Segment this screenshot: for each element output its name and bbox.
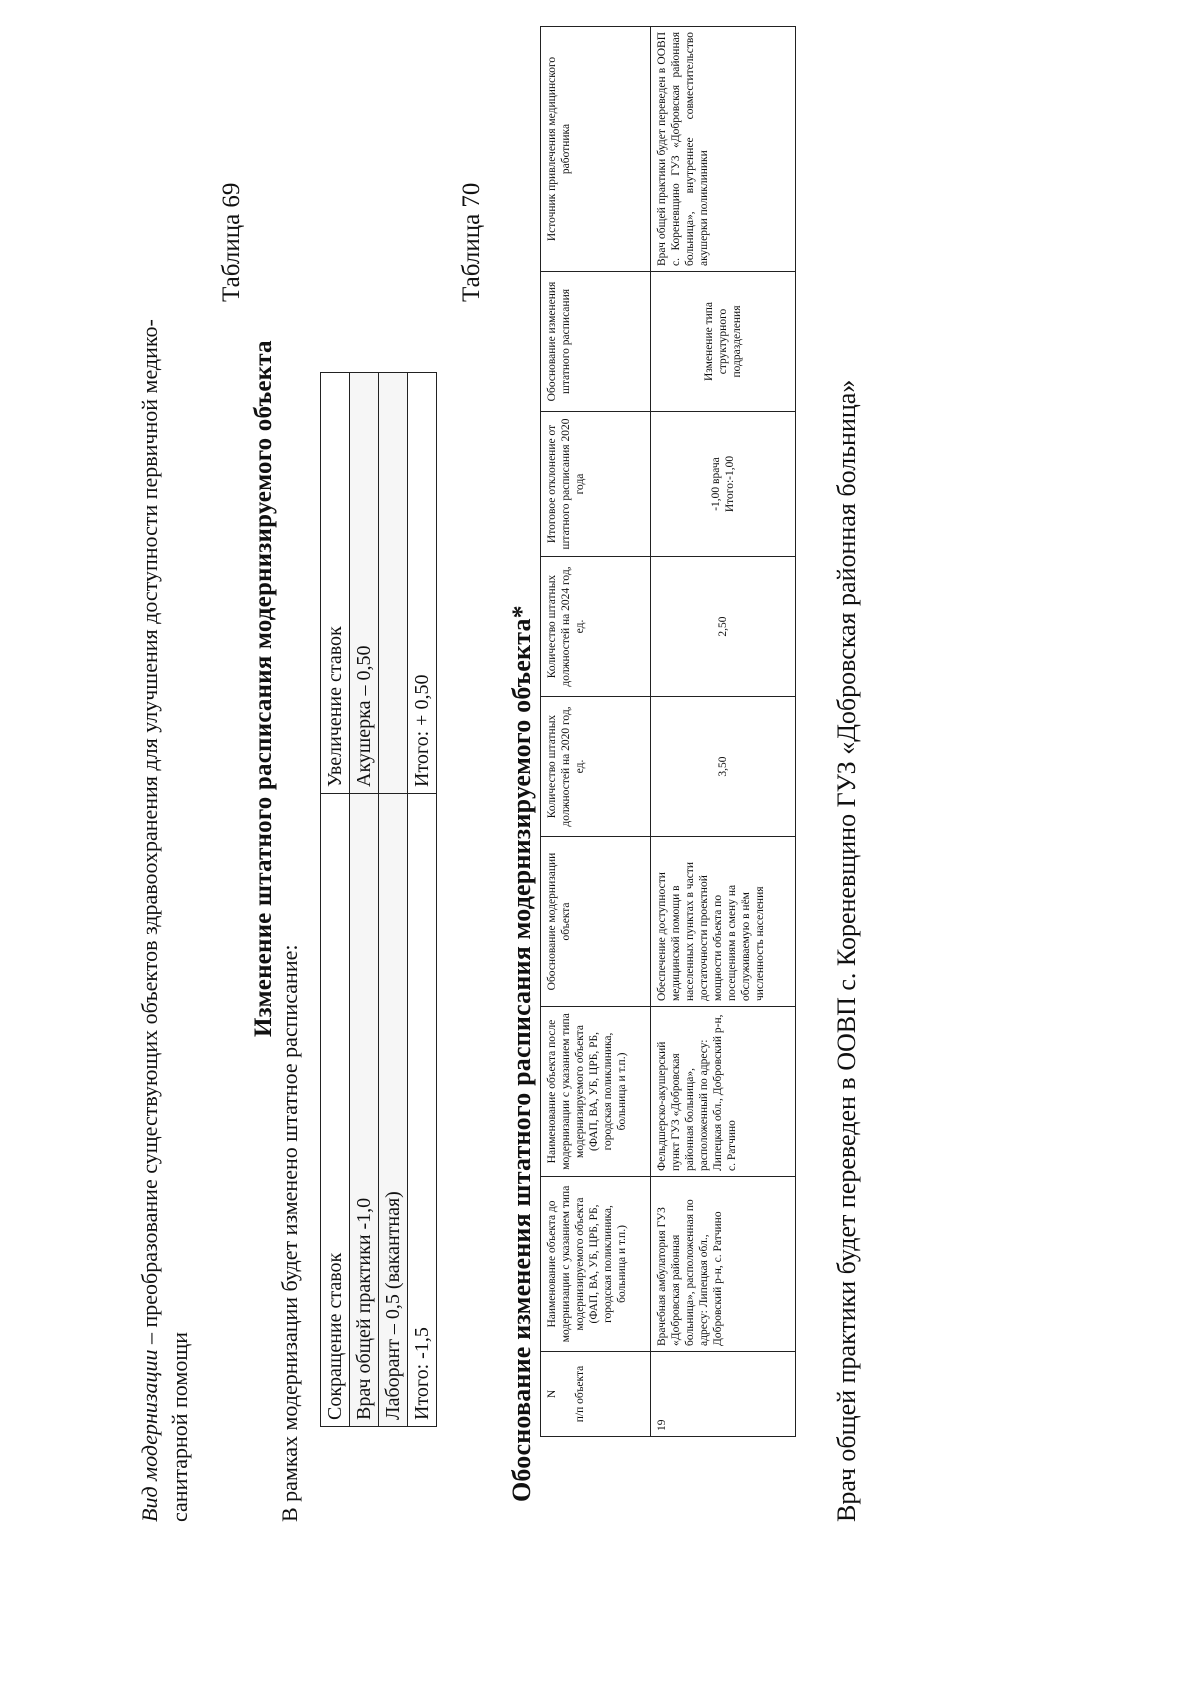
table-cell [379, 373, 408, 794]
table-cell: Врач общей практики будет переведен в ООВП с. Кореневщино ГУЗ «Добровская районная больница», внутреннее совместительство акушерки поликлиники [651, 27, 796, 272]
table-cell: Обеспечение доступности медицинской помощи в населенных пунктах в части достаточности проектной мощности объекта по посещениям в смену на обслуживаемую в нём численность населения [651, 837, 796, 1007]
table-cell: -1,00 врача Итого:-1,00 [651, 412, 796, 557]
table-row [350, 373, 379, 1427]
table-cell: 2,50 [651, 557, 796, 697]
intro-label: Вид модернизации [137, 1349, 162, 1522]
table-cell: Сокращение ставок [321, 794, 350, 1427]
table69-heading: Изменение штатного расписания модернизируемого объекта [250, 340, 277, 1037]
header-cell: Обоснование модернизации объекта [541, 837, 651, 1007]
header-cell: Наименование объекта после модернизации с указанием типа модернизируемого объекта (ФАП, ВА, УБ, ЦРБ, РБ, городская поликлиника, больница и т.п.) [541, 1007, 651, 1177]
table-cell: Изменение типа структурного подразделения [651, 272, 796, 412]
table-cell: Врачебная амбулатория ГУЗ «Добровская районная больница», расположенная по адресу: Липецкая обл., Добровский р-н, с. Ратчино [651, 1177, 796, 1352]
table69-intro: В рамках модернизации будет изменено штатное расписание: [277, 944, 302, 1522]
table-row [379, 373, 408, 1427]
intro-line-1 [135, 319, 165, 1522]
table70-heading: Обоснование изменения штатного расписания модернизируемого объекта* [507, 605, 536, 1502]
table-cell: Фельдшерско-акушерский пункт ГУЗ «Добровская районная больница», расположенный по адресу: Липецкая обл., Добровский р-н, с. Ратчино [651, 1007, 796, 1177]
table-cell: 19 [651, 1352, 796, 1437]
table-cell: Лаборант – 0,5 (вакантная) [379, 794, 408, 1427]
table69 [320, 372, 437, 1427]
table-row [408, 373, 437, 1427]
table-cell: 3,50 [651, 697, 796, 837]
header-cell: N п/п объекта [541, 1352, 651, 1437]
table-cell: Врач общей практики -1,0 [350, 794, 379, 1427]
header-cell: Обоснование изменения штатного расписания [541, 272, 651, 412]
table70 [540, 26, 796, 1437]
table-cell: Акушерка – 0,50 [350, 373, 379, 794]
header-cell: Количество штатных должностей на 2024 год, ед. [541, 557, 651, 697]
header-cell: Количество штатных должностей на 2020 год, ед. [541, 697, 651, 837]
table-cell: Итого: + 0,50 [408, 373, 437, 794]
intro-text: – преобразование существующих объектов здравоохранения для улучшения доступности первичной медико- [137, 319, 162, 1350]
intro-line-2: санитарной помощи [167, 1331, 192, 1522]
table-cell: Итого: -1,5 [408, 794, 437, 1427]
table-row [651, 27, 796, 1437]
table-cell: Увеличение ставок [321, 373, 350, 794]
header-cell: Итоговое отклонение от штатного расписания 2020 года [541, 412, 651, 557]
header-cell: Наименование объекта до модернизации с указанием типа модернизируемого объекта (ФАП, ВА, УБ, ЦРБ, РБ, городская поликлиника, больница и т.п.) [541, 1177, 651, 1352]
table-header-row [541, 27, 651, 1437]
header-cell: Источник привлечения медицинского работника [541, 27, 651, 272]
table70-label: Таблица 70 [458, 182, 485, 302]
table-row [321, 373, 350, 1427]
footer-note: Врач общей практики будет переведен в ООВП с. Кореневщино ГУЗ «Добровская районная больница» [832, 379, 861, 1522]
table69-label: Таблица 69 [218, 182, 245, 302]
